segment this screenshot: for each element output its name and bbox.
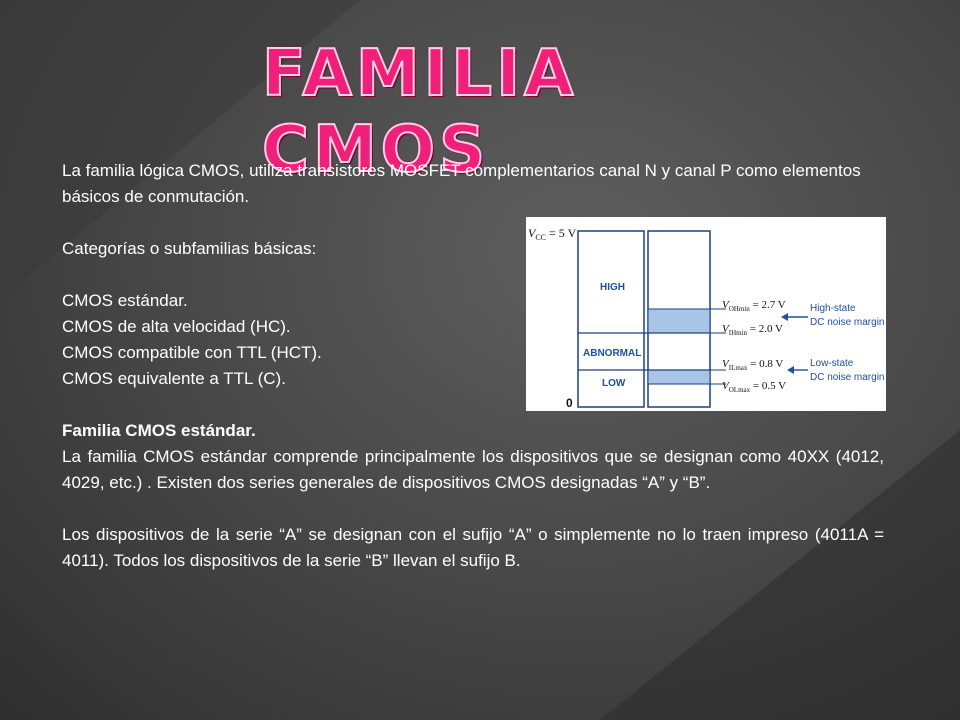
category-item: CMOS de alta velocidad (HC).: [62, 317, 291, 336]
high-margin-label-2: DC noise margin: [810, 317, 885, 328]
low-region-label: LOW: [602, 378, 626, 389]
abnormal-region-label: ABNORMAL: [583, 348, 642, 359]
intro-paragraph: La familia lógica CMOS, utiliza transistores MOSFET complementarios canal N y canal P como elementos básicos de conmutación.: [62, 161, 861, 206]
low-margin-label-2: DC noise margin: [810, 372, 885, 383]
high-noise-band: [648, 309, 710, 333]
categories-heading: Categorías o subfamilias básicas:: [62, 239, 317, 258]
high-region-label: HIGH: [600, 282, 625, 293]
section-heading: Familia CMOS estándar.: [62, 421, 256, 440]
category-item: CMOS estándar.: [62, 291, 188, 310]
low-noise-band: [648, 370, 710, 384]
category-item: CMOS compatible con TTL (HCT).: [62, 343, 322, 362]
voh-label: $V_{OHmin} = 2.7$ V: [722, 299, 786, 313]
zero-label: 0: [566, 396, 573, 410]
high-margin-label-1: High-state: [810, 303, 856, 314]
slide-title: FAMILIA CMOS: [262, 37, 578, 187]
section-paragraph: La familia CMOS estándar comprende principalmente los dispositivos que se designan como 40XX (4012, 4029, etc.) . Existen dos series generales de dispositivos CMOS designadas “A” y “B”.: [62, 447, 884, 492]
category-item: CMOS equivalente a TTL (C).: [62, 369, 286, 388]
vih-label: $V_{IHmin} = 2.0$ V: [722, 323, 783, 337]
vcc-label: $V_{CC} = 5$ V: [528, 226, 577, 242]
vol-label: $V_{OLmax} = 0.5$ V: [722, 380, 787, 394]
low-margin-label-1: Low-state: [810, 358, 854, 369]
vil-label: $V_{ILmax} = 0.8$ V: [722, 358, 784, 372]
final-paragraph: Los dispositivos de la serie “A” se designan con el sufijo “A” o simplemente no lo traen impreso (4011A = 4011). Todos los dispositivos de la serie “B” llevan el sufijo B.: [62, 525, 884, 570]
noise-margin-figure: [526, 217, 886, 411]
